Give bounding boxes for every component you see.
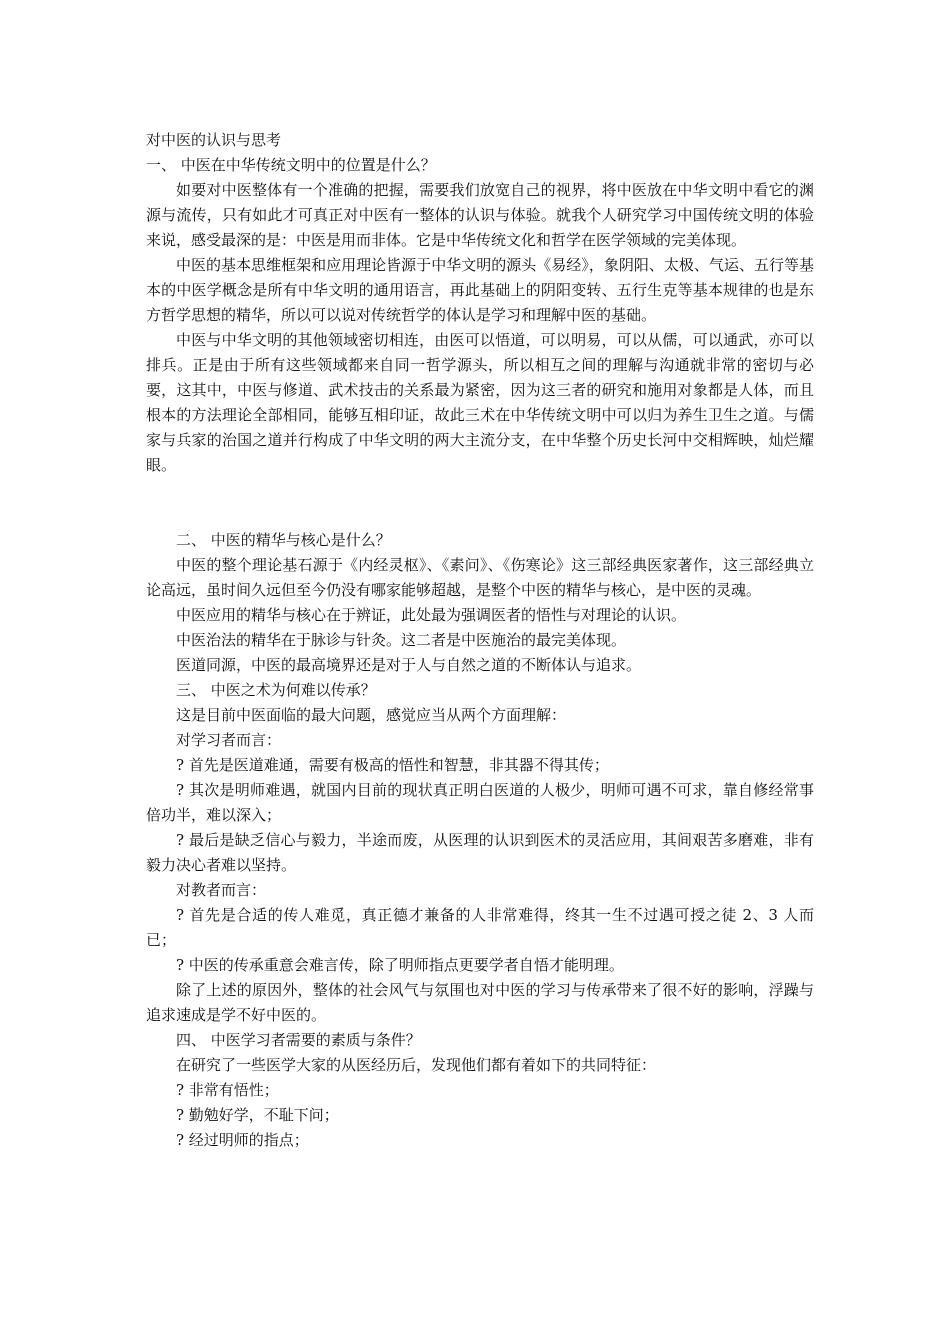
section-2-paragraph-2: 中医应用的精华与核心在于辨证，此处最为强调医者的悟性与对理论的认识。 xyxy=(176,606,687,624)
section-1-heading: 一、 中医在中华传统文明中的位置是什么？ xyxy=(146,156,436,174)
list-item: ? 首先是合适的传人难觅，真正德才兼备的人非常难得，终其一生不过遇可授之徒 2、3 人而已； xyxy=(146,906,814,949)
section-3-closing: 除了上述的原因外，整体的社会风气与氛围也对中医的学习与传承带来了很不好的影响，浮躁与追求速成是学不好中医的。 xyxy=(146,981,814,1024)
section-2-heading: 二、 中医的精华与核心是什么？ xyxy=(176,531,391,549)
list-item: ? 非常有悟性； xyxy=(176,1081,279,1099)
section-2-paragraph-3: 中医治法的精华在于脉诊与针灸。这二者是中医施治的最完美体现。 xyxy=(176,631,627,649)
list-item: ? 经过明师的指点； xyxy=(176,1131,309,1149)
document-title: 对中医的认识与思考 xyxy=(146,131,282,149)
list-item: ? 首先是医道难通，需要有极高的悟性和智慧，非其器不得其传； xyxy=(176,756,609,774)
section-3-intro: 这是目前中医面临的最大问题，感觉应当从两个方面理解： xyxy=(176,706,567,724)
list-item: ? 中医的传承重意会难言传，除了明师指点更要学者自悟才能明理。 xyxy=(176,956,624,974)
document-page xyxy=(146,128,814,1153)
section-1-paragraph-1: 如要对中医整体有一个准确的把握，需要我们放宽自己的视界，将中医放在中华文明中看它的渊源与流传，只有如此才可真正对中医有一整体的认识与体验。就我个人研究学习中国传统文明的体验来说，感受最深的是：中医是用而非体。它是中华传统文化和哲学在医学领域的完美体现。 xyxy=(146,181,814,249)
section-1-paragraph-2: 中医的基本思维框架和应用理论皆源于中华文明的源头《易经》，象阴阳、太极、气运、五行等基本的中医学概念是所有中华文明的通用语言，再此基础上的阴阳变转、五行生克等基本规律的也是东方哲学思想的精华，所以可以说对传统哲学的体认是学习和理解中医的基础。 xyxy=(146,256,814,324)
section-3-learner-label: 对学习者而言： xyxy=(176,731,282,749)
section-gap xyxy=(146,478,814,528)
section-3-teacher-label: 对教者而言： xyxy=(176,881,267,899)
list-item: ? 勤勉好学，不耻下问； xyxy=(176,1106,339,1124)
section-2-paragraph-4: 医道同源，中医的最高境界还是对于人与自然之道的不断体认与追求。 xyxy=(176,656,642,674)
section-3-heading: 三、 中医之术为何难以传承？ xyxy=(176,681,376,699)
section-4-heading: 四、 中医学习者需要的素质与条件？ xyxy=(176,1031,421,1049)
list-item: ? 最后是缺乏信心与毅力，半途而废，从医理的认识到医术的灵活应用，其间艰苦多磨难，非有毅力决心者难以坚持。 xyxy=(146,831,814,874)
section-1-paragraph-3: 中医与中华文明的其他领域密切相连，由医可以悟道，可以明易，可以从儒，可以通武，亦可以排兵。正是由于所有这些领域都来自同一哲学源头，所以相互之间的理解与沟通就非常的密切与必要，这其中，中医与修道、武术技击的关系最为紧密，因为这三者的研究和施用对象都是人体，而且根本的方法理论全部相同，能够互相印证，故此三术在中华传统文明中可以归为养生卫生之道。与儒家与兵家的治国之道并行构成了中华文明的两大主流分支，在中华整个历史长河中交相辉映，灿烂耀眼。 xyxy=(146,331,814,474)
list-item: ? 其次是明师难遇，就国内目前的现状真正明白医道的人极少，明师可遇不可求，靠自修经常事倍功半，难以深入； xyxy=(146,781,814,824)
section-4-intro: 在研究了一些医学大家的从医经历后，发现他们都有着如下的共同特征： xyxy=(176,1056,657,1074)
section-2-paragraph-1: 中医的整个理论基石源于《内经灵枢》、《素问》、《伤寒论》这三部经典医家著作，这三部经典立论高远，虽时间久远但至今仍没有哪家能够超越，是整个中医的精华与核心，是中医的灵魂。 xyxy=(146,556,814,599)
